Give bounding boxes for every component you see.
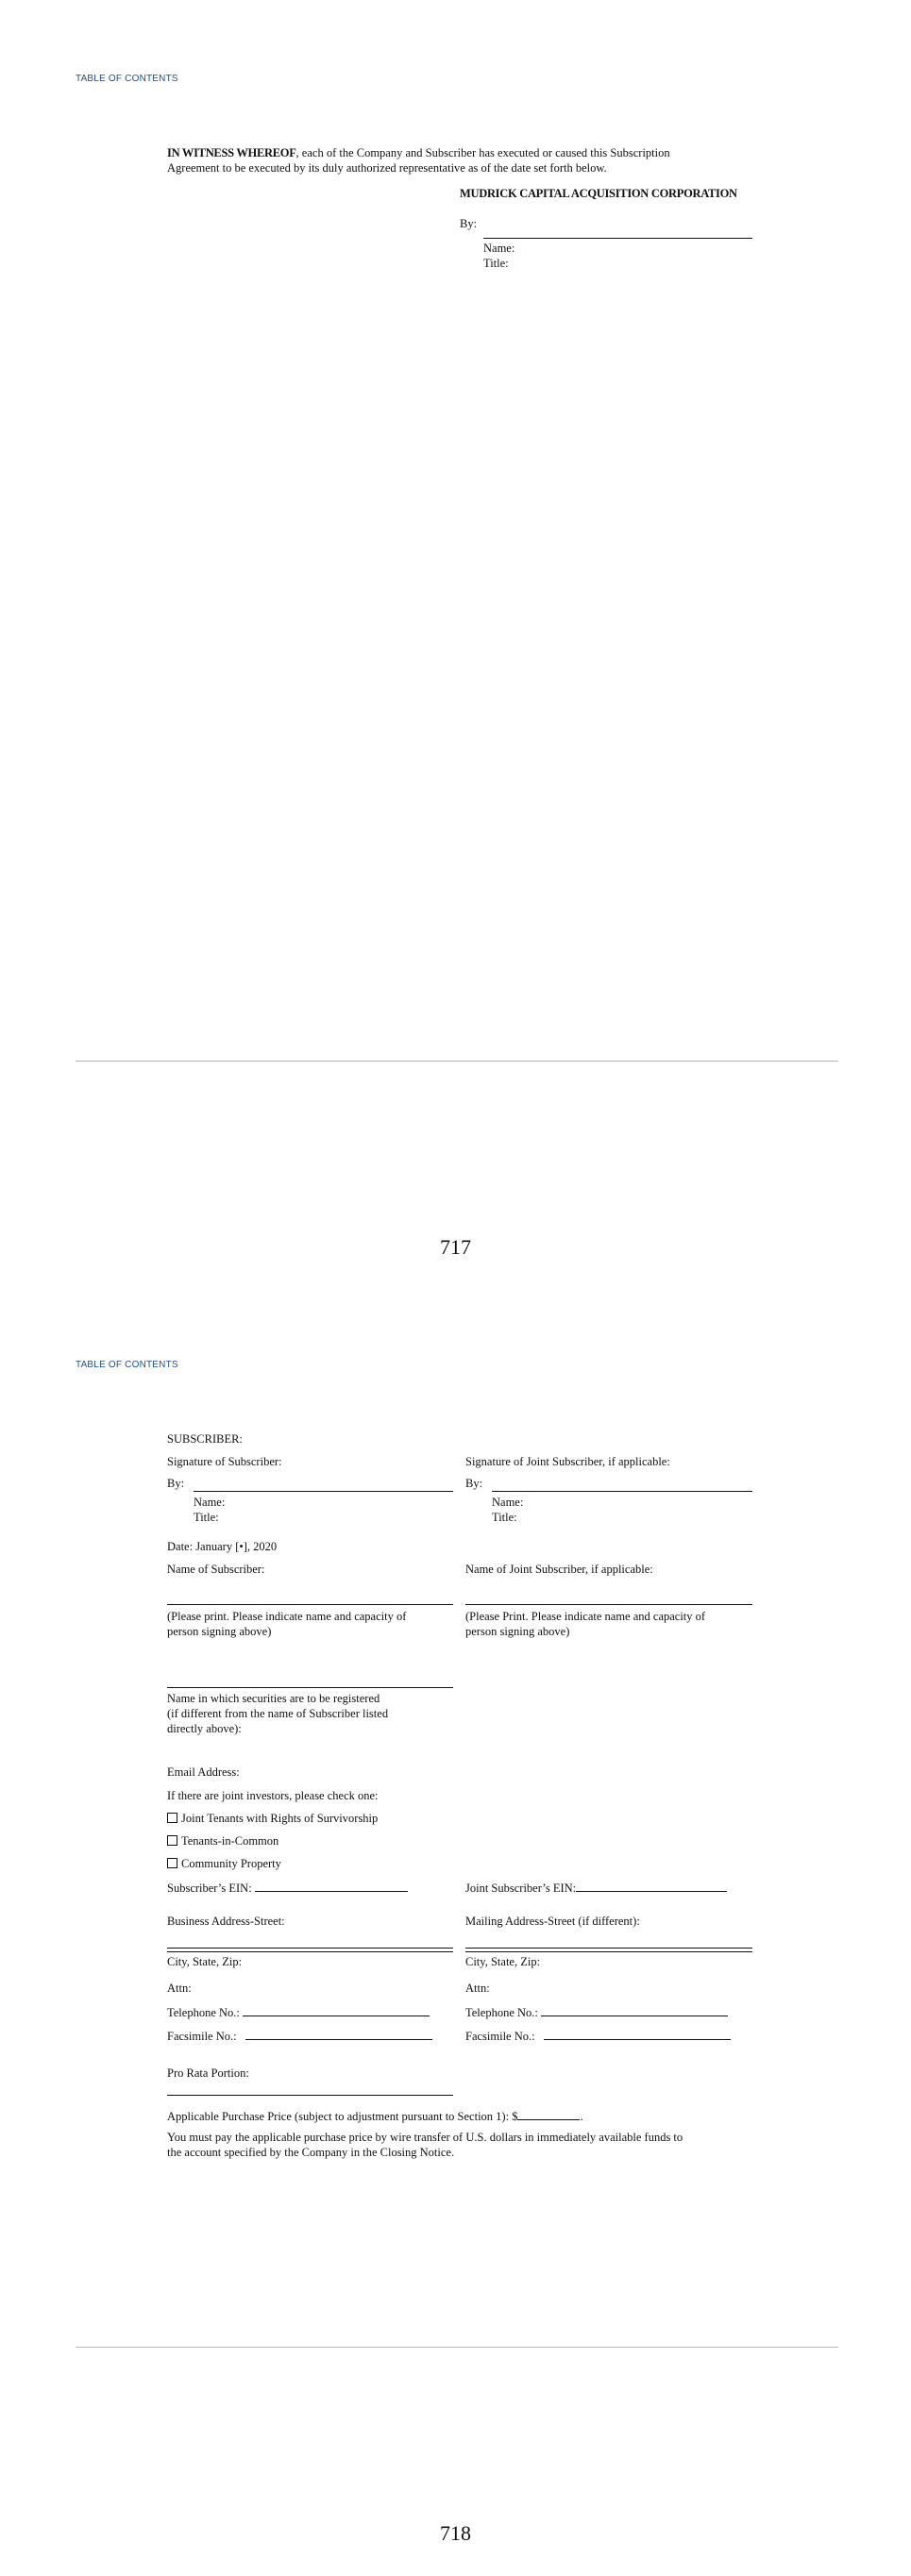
telephone-line <box>541 2004 728 2016</box>
city-state-zip-label: City, State, Zip: <box>167 1955 243 1968</box>
company-signature-line <box>483 238 752 239</box>
purchase-price-label: Applicable Purchase Price (subject to adjustment pursuant to Section 1): $ <box>167 2110 518 2123</box>
name-label: Name: <box>483 242 515 255</box>
telephone-line <box>243 2004 430 2016</box>
name-label-joint: Name: <box>492 1496 524 1509</box>
signature-of-joint-subscriber-label: Signature of Joint Subscriber, if applicable: <box>465 1455 670 1468</box>
registered-text-1: Name in which securities are to be registered <box>167 1692 380 1705</box>
facsimile-field-mailing <box>465 2028 731 2044</box>
email-label: Email Address: <box>167 1765 240 1779</box>
joint-name-line <box>465 1604 752 1605</box>
subscriber-ein-label: Subscriber’s EIN: <box>167 1882 252 1895</box>
facsimile-field <box>167 2028 432 2044</box>
print-note-right-2: person signing above) <box>465 1625 570 1638</box>
joint-investors-instruction: If there are joint investors, please check one: <box>167 1789 379 1802</box>
mailing-address-label: Mailing Address-Street (if different): <box>465 1915 640 1928</box>
joint-signature-line <box>492 1491 752 1492</box>
option-label: Community Property <box>181 1857 281 1870</box>
facsimile-line <box>245 2028 432 2040</box>
subscriber-heading: SUBSCRIBER: <box>167 1432 243 1446</box>
by-label: By: <box>167 1477 185 1490</box>
witness-bold-text: IN WITNESS WHEREOF <box>167 146 296 159</box>
signature-of-subscriber-label: Signature of Subscriber: <box>167 1455 282 1468</box>
title-label: Title: <box>483 257 509 270</box>
name-of-joint-subscriber-label: Name of Joint Subscriber, if applicable: <box>465 1563 653 1576</box>
wire-instruction-1: You must pay the applicable purchase price by wire transfer of U.S. dollars in immediately available funds to <box>167 2131 683 2144</box>
registered-text-2: (if different from the name of Subscriber listed <box>167 1707 389 1720</box>
date-line: Date: January [•], 2020 <box>167 1540 278 1553</box>
facsimile-label: Facsimile No.: <box>465 2030 535 2043</box>
subscriber-name-line <box>167 1604 453 1605</box>
subscriber-signature-line <box>194 1491 453 1492</box>
page-divider <box>76 1061 838 1062</box>
name-of-subscriber-label: Name of Subscriber: <box>167 1563 265 1576</box>
telephone-field <box>167 2004 430 2020</box>
print-note-right-1: (Please Print. Please indicate name and capacity of <box>465 1610 706 1623</box>
attn-label: Attn: <box>167 1982 192 1995</box>
telephone-label: Telephone No.: <box>465 2006 538 2019</box>
option-label: Tenants-in-Common <box>181 1834 279 1848</box>
page-number: 718 <box>440 2521 471 2545</box>
option-label: Joint Tenants with Rights of Survivorship <box>181 1812 379 1825</box>
subscriber-ein-field <box>167 1880 408 1896</box>
witness-paragraph <box>167 146 752 160</box>
table-of-contents-link[interactable]: TABLE OF CONTENTS <box>76 1360 178 1370</box>
by-label: By: <box>460 217 478 230</box>
table-of-contents-link[interactable]: TABLE OF CONTENTS <box>76 74 178 84</box>
title-label-joint: Title: <box>492 1511 517 1524</box>
title-label: Title: <box>194 1511 219 1524</box>
facsimile-line <box>544 2028 731 2040</box>
witness-text-2: Agreement to be executed by its duly authorized representative as of the date set forth below. <box>167 161 607 175</box>
purchase-price-line <box>517 2108 580 2120</box>
purchase-price-field <box>167 2108 583 2124</box>
page-number: 717 <box>440 1235 471 1259</box>
facsimile-label: Facsimile No.: <box>167 2030 237 2043</box>
by-label-joint: By: <box>465 1477 483 1490</box>
telephone-label: Telephone No.: <box>167 2006 240 2019</box>
registered-name-line <box>167 1687 453 1688</box>
purchase-price-period: . <box>580 2110 583 2123</box>
witness-text-1: , each of the Company and Subscriber has executed or caused this Subscription <box>295 146 670 159</box>
company-name: MUDRICK CAPITAL ACQUISITION CORPORATION <box>460 187 737 200</box>
mailing-address-line <box>465 1948 752 1952</box>
print-note-left-2: person signing above) <box>167 1625 272 1638</box>
print-note-left-1: (Please print. Please indicate name and capacity of <box>167 1610 407 1623</box>
business-address-line <box>167 1948 453 1952</box>
option-tenants-in-common[interactable] <box>167 1834 278 1848</box>
attn-label-mailing: Attn: <box>465 1982 490 1995</box>
telephone-field-mailing <box>465 2004 728 2020</box>
option-joint-tenants[interactable] <box>167 1812 378 1826</box>
page-divider <box>76 2347 838 2348</box>
wire-instruction-2: the account specified by the Company in the Closing Notice. <box>167 2146 455 2159</box>
joint-ein-label: Joint Subscriber’s EIN: <box>465 1882 577 1895</box>
pro-rata-line <box>167 2095 453 2096</box>
business-address-label: Business Address-Street: <box>167 1915 285 1928</box>
subscriber-ein-line <box>255 1880 408 1892</box>
joint-ein-line <box>576 1880 727 1892</box>
checkbox-icon[interactable] <box>167 1835 177 1846</box>
city-state-zip-label-mailing: City, State, Zip: <box>465 1955 541 1968</box>
checkbox-icon[interactable] <box>167 1813 177 1823</box>
option-community-property[interactable] <box>167 1857 281 1871</box>
registered-text-3: directly above): <box>167 1722 242 1735</box>
name-label: Name: <box>194 1496 226 1509</box>
joint-ein-field <box>465 1880 727 1896</box>
pro-rata-label: Pro Rata Portion: <box>167 2066 249 2080</box>
checkbox-icon[interactable] <box>167 1858 177 1868</box>
